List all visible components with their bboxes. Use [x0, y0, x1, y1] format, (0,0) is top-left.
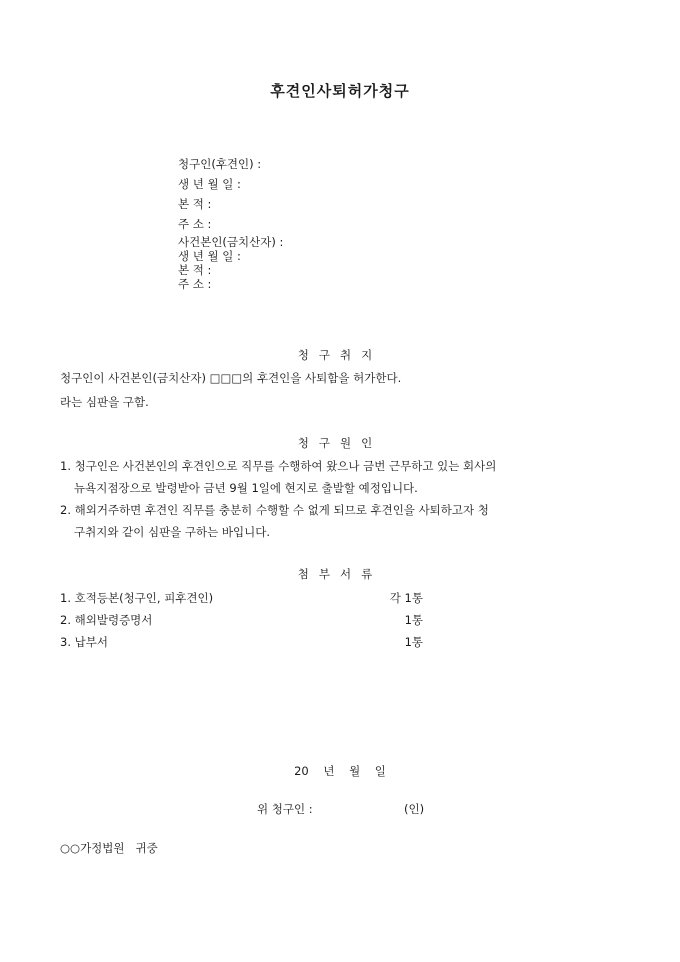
signature-label: 위 청구인 :: [257, 802, 313, 816]
applicant-address-label: 주 소 :: [178, 217, 212, 231]
subject-name-label: 사건본인(금치산자) :: [178, 235, 284, 249]
attachment-item-qty: 1통: [404, 613, 423, 627]
court-addressee: ○○가정법원 귀중: [60, 841, 158, 855]
applicant-domicile-label: 본 적 :: [178, 197, 212, 211]
applicant-birthdate-label: 생 년 월 일 :: [178, 177, 241, 191]
attachment-item-qty: 각 1통: [389, 591, 423, 605]
purpose-line: 청구인이 사건본인(금치산자) □□□의 후견인을 사퇴함을 허가한다.: [60, 371, 402, 385]
subject-address-label: 주 소 :: [178, 277, 212, 291]
cause-item-1-line-2: 뉴욕지점장으로 발령받아 금년 9월 1일에 현지로 출발할 예정입니다.: [74, 481, 418, 495]
subject-domicile-label: 본 적 :: [178, 263, 212, 277]
cause-item-1-line-1: 1. 청구인은 사건본인의 후견인으로 직무를 수행하여 왔으나 금번 근무하고 있는 회사의: [60, 459, 497, 473]
attachment-item-name: 3. 납부서: [60, 635, 108, 649]
seal-mark: (인): [404, 802, 425, 816]
attachment-item-name: 2. 해외발령증명서: [60, 613, 153, 627]
purpose-heading: 청구취지: [297, 348, 383, 362]
applicant-name-label: 청구인(후견인) :: [178, 157, 262, 171]
subject-birthdate-label: 생 년 월 일 :: [178, 249, 241, 263]
purpose-line: 라는 심판을 구함.: [60, 395, 149, 409]
cause-item-2-line-1: 2. 해외거주하면 후견인 직무를 충분히 수행할 수 없게 되므로 후견인을 사퇴하고자 청: [60, 503, 489, 517]
attachment-item-qty: 1통: [404, 635, 423, 649]
cause-item-2-line-2: 구취지와 같이 심판을 구하는 바입니다.: [74, 525, 271, 539]
document-title: 후견인사퇴허가청구: [270, 82, 410, 100]
attachments-heading: 첨부서류: [297, 567, 383, 581]
attachment-item-name: 1. 호적등본(청구인, 피후견인): [60, 591, 214, 605]
cause-heading: 청구원인: [297, 436, 383, 450]
date-line: 20 년 월 일: [294, 764, 386, 778]
